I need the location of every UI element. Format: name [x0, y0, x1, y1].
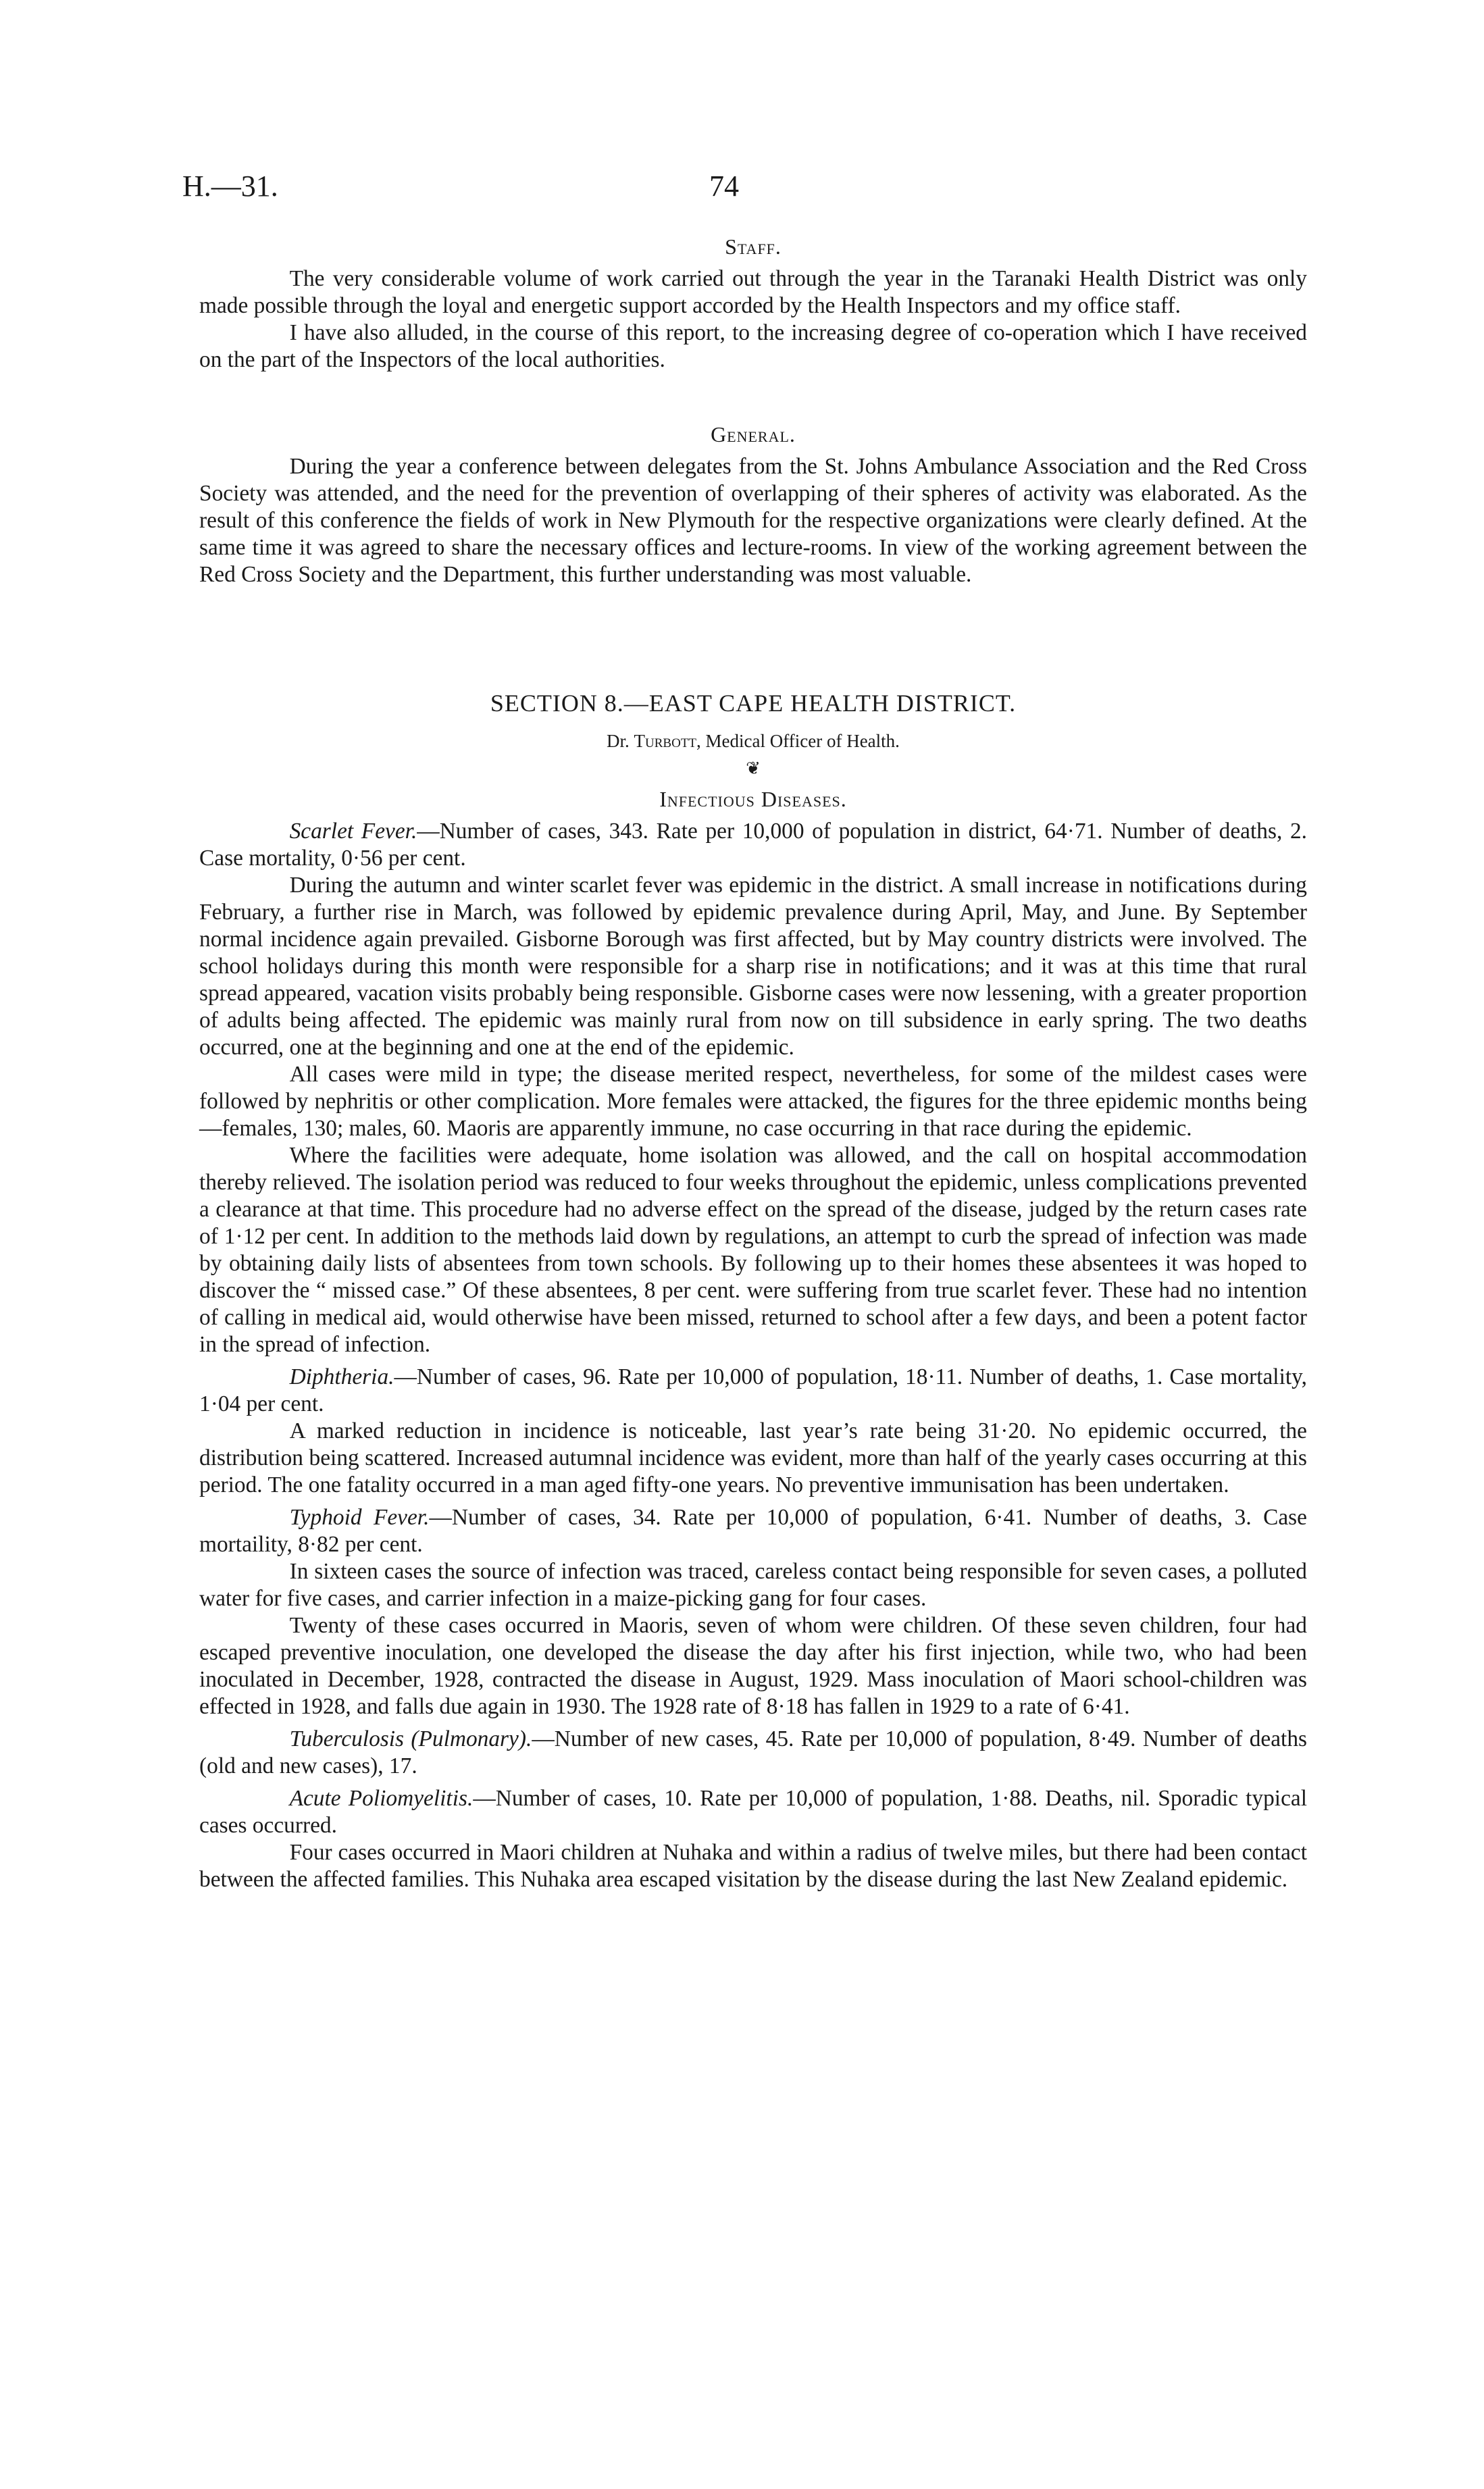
officer-title: , Medical Officer of Health.	[696, 731, 900, 751]
staff-paragraph-1: The very considerable volume of work carried out through the year in the Taranaki Health District was only made possible through the loyal and energetic support accorded by the Health Inspectors and my office staff.	[199, 266, 1307, 318]
general-paragraph-1: During the year a conference between delegates from the St. Johns Ambulance Association and the Red Cross Society was attended, and the need for the prevention of overlapping of their spheres of activity was elaborated. As the result of this conference the fields of work in New Plymouth for the respective organizations were clearly defined. At the same time it was agreed to share the necessary offices and lecture-rooms. In view of the working agreement between the Red Cross Society and the Department, this further understanding was most valuable.	[199, 454, 1307, 587]
report-reference: H.—31.	[182, 170, 278, 203]
section-title: SECTION 8.—EAST CAPE HEALTH DISTRICT.	[490, 690, 1017, 717]
typhoid-label: Typhoid Fever.	[289, 1505, 430, 1530]
scarlet-fever-label: Scarlet Fever.	[289, 819, 417, 844]
staff-heading: Staff.	[725, 234, 782, 259]
scarlet-fever-paragraph-2: All cases were mild in type; the disease merited respect, nevertheless, for some of the mildest cases were followed by nephritis or other complication. More females were attacked, the figures for the three epidemic months being—females, 130; males, 60. Maoris are apparently immune, no case occurring in that race during the epidemic.	[199, 1062, 1307, 1141]
scarlet-fever-stats-text: —Number of cases, 343. Rate per 10,000 of population in district, 64·71. Number of deaths, 2. Case mortality, 0·56 per cent.	[199, 819, 1307, 871]
medical-officer-line	[199, 727, 1307, 754]
tuberculosis-stats	[199, 1726, 1307, 1780]
officer-name: Turbott	[634, 731, 697, 751]
page-header	[182, 169, 1331, 209]
infectious-diseases-heading: Infectious Diseases.	[659, 787, 847, 811]
general-heading: General.	[711, 422, 796, 446]
staff-paragraph-2: I have also alluded, in the course of this report, to the increasing degree of co-operation which I have received on the part of the Inspectors of the local authorities.	[199, 320, 1307, 372]
diphtheria-paragraph-1: A marked reduction in incidence is noticeable, last year’s rate being 31·20. No epidemic occurred, the distribution being scattered. Increased autumnal incidence was evident, more than half of the yearly cases occurring at this period. The one fatality occurred in a man aged fifty-one years. No preventive immunisation has been undertaken.	[199, 1418, 1307, 1497]
poliomyelitis-stats	[199, 1785, 1307, 1839]
typhoid-paragraph-1: In sixteen cases the source of infection was traced, careless contact being responsible for seven cases, a polluted water for five cases, and carrier infection in a maize-picking gang for four cases.	[199, 1559, 1307, 1611]
ornament-icon: ❦	[746, 759, 761, 778]
tuberculosis-label: Tuberculosis (Pulmonary).	[289, 1726, 532, 1751]
typhoid-stats	[199, 1504, 1307, 1558]
officer-prefix: Dr.	[607, 731, 630, 751]
diphtheria-label: Diphtheria.	[289, 1364, 394, 1389]
scarlet-fever-paragraph-3: Where the facilities were adequate, home isolation was allowed, and the call on hospital accommodation thereby relieved. The isolation period was reduced to four weeks throughout the epidemic, unless complications prevented a clearance at that time. This procedure had no adverse effect on the spread of the disease, judged by the return cases rate of 1·12 per cent. In addition to the methods laid down by regulations, an attempt to curb the spread of infection was made by obtaining daily lists of absentees from town schools. By following up to their homes these absentees it was hoped to discover the “ missed case.” Of these absentees, 8 per cent. were suffering from true scarlet fever. These had no intention of calling in medical aid, would otherwise have been missed, returned to school after a few days, and been a potent factor in the spread of infection.	[199, 1143, 1307, 1357]
poliomyelitis-label: Acute Poliomyelitis.	[289, 1786, 474, 1811]
diphtheria-stats-text: —Number of cases, 96. Rate per 10,000 of population, 18·11. Number of deaths, 1. Case mortality, 1·04 per cent.	[199, 1364, 1307, 1416]
typhoid-paragraph-2: Twenty of these cases occurred in Maoris, seven of whom were children. Of these seven children, four had escaped preventive inoculation, one developed the disease the day after his first injection, while two, who had been inoculated in December, 1928, contracted the disease in August, 1929. Mass inoculation of Maori school-children was effected in 1928, and falls due again in 1930. The 1928 rate of 8·18 has fallen in 1929 to a rate of 6·41.	[199, 1613, 1307, 1719]
poliomyelitis-stats-text: —Number of cases, 10. Rate per 10,000 of population, 1·88. Deaths, nil. Sporadic typical cases occurred.	[199, 1786, 1307, 1838]
poliomyelitis-paragraph-1: Four cases occurred in Maori children at Nuhaka and within a radius of twelve miles, but there had been contact between the affected families. This Nuhaka area escaped visitation by the disease during the last New Zealand epidemic.	[199, 1840, 1307, 1892]
tuberculosis-stats-text: —Number of new cases, 45. Rate per 10,000 of population, 8·49. Number of deaths (old and new cases), 17.	[199, 1726, 1308, 1778]
diphtheria-stats	[199, 1364, 1307, 1418]
scarlet-fever-paragraph-1: During the autumn and winter scarlet fever was epidemic in the district. A small increase in notifications during February, a further rise in March, was followed by epidemic prevalence during April, May, and June. By September normal incidence again prevailed. Gisborne Borough was first affected, but by May country districts were involved. The school holidays during this month were responsible for a sharp rise in notifications; and it was at this time that rural spread appeared, vacation visits probably being responsible. Gisborne cases were now lessening, with a greater proportion of adults being affected. The epidemic was mainly rural from now on till subsidence in early spring. The two deaths occurred, one at the beginning and one at the end of the epidemic.	[199, 873, 1307, 1060]
page-body	[199, 233, 1307, 1893]
scarlet-fever-stats	[199, 818, 1307, 872]
page-number: 74	[709, 170, 739, 203]
typhoid-stats-text: —Number of cases, 34. Rate per 10,000 of population, 6·41. Number of deaths, 3. Case mortaility, 8·82 per cent.	[199, 1505, 1307, 1557]
